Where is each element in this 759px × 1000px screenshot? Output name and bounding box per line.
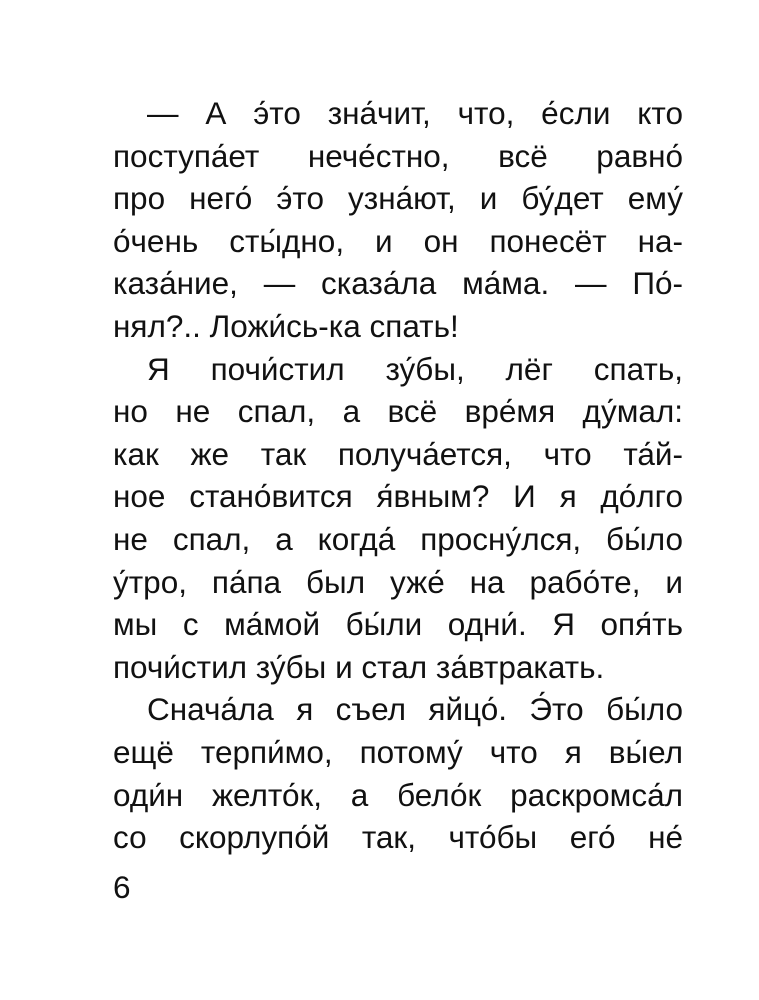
page-text: [113, 92, 683, 859]
text-line: мы с ма́мой бы́ли одни́. Я опя́ть: [113, 606, 683, 643]
text-line: нял?.. Ложи́сь-ка спать!: [113, 307, 459, 344]
text-line: у́тро, па́па был уже́ на рабо́те, и: [113, 563, 683, 600]
text-line: со скорлупо́й так, что́бы его́ не́: [113, 819, 683, 856]
text-line: не спал, а когда́ просну́лся, бы́ло: [113, 520, 683, 557]
text-line: про него́ э́то узна́ют, и бу́дет ему́: [113, 180, 683, 217]
text-line: как же так получа́ется, что та́й-: [113, 435, 683, 472]
text-line: ное стано́вится я́вным? И я до́лго: [113, 478, 683, 515]
text-line: поступа́ет нече́стно, всё равно́: [113, 137, 683, 174]
text-line: Снача́ла я съел яйцо́. Э́то бы́ло: [147, 691, 683, 728]
text-line: оди́н желто́к, а бело́к раскромса́л: [113, 776, 683, 813]
text-line: каза́ние, — сказа́ла ма́ма. — По́-: [113, 265, 683, 302]
text-line: почи́стил зу́бы и стал за́втракать.: [113, 648, 605, 685]
text-line: — А э́то зна́чит, что, е́сли кто: [147, 95, 683, 131]
text-line: ещё терпи́мо, потому́ что я вы́ел: [113, 733, 683, 770]
text-line: Я почи́стил зу́бы, лёг спать,: [147, 350, 683, 387]
page-number: 6: [113, 869, 131, 905]
text-line: о́чень сты́дно, и он понесёт на-: [113, 222, 683, 259]
text-line: но не спал, а всё вре́мя ду́мал:: [113, 393, 683, 430]
